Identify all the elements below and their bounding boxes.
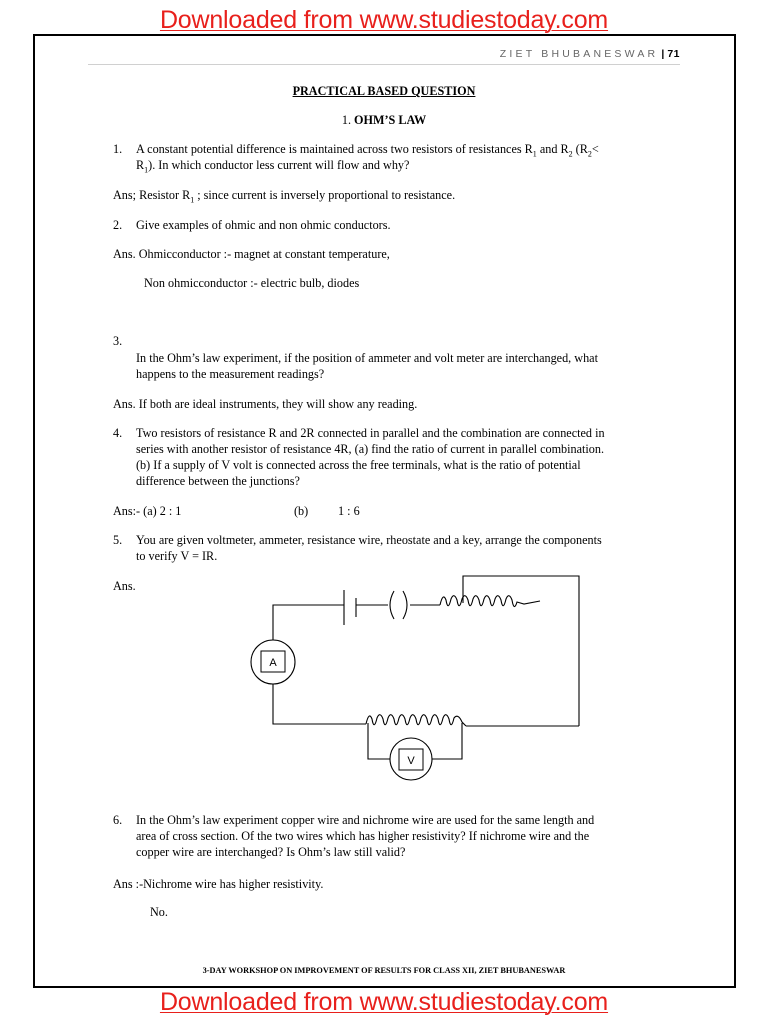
q5-number: 5.: [113, 533, 123, 547]
a4-part-b-value: 1 : 6: [338, 504, 360, 518]
resistance-wire-coil: [366, 715, 466, 726]
subsection-title: [0, 112, 768, 128]
q6-line1: In the Ohm’s law experiment copper wire and nichrome wire are used for the same length and: [136, 813, 595, 827]
q5-line2: to verify V = IR.: [136, 549, 218, 563]
q2-text: Give examples of ohmic and non ohmic conductors.: [136, 218, 391, 232]
subsection-number: 1.: [341, 113, 351, 127]
header-separator: |: [661, 48, 665, 60]
a5-label: Ans.: [113, 579, 136, 593]
q6-line2: area of cross section. Of the two wires which has higher resistivity? If nichrome wire and the: [136, 829, 590, 843]
a2-line2: Non ohmicconductor :- electric bulb, diodes: [144, 276, 360, 290]
q5-line1: You are given voltmeter, ammeter, resistance wire, rheostate and a key, arrange the components: [136, 533, 602, 547]
header-rule: [88, 64, 680, 65]
wire-left-lower: [273, 684, 366, 724]
q1-line2: $R_1$). In which conductor less current will flow and why?: [136, 158, 410, 175]
q6-line3: copper wire are interchanged? Is Ohm’s law still valid?: [136, 845, 406, 859]
key-symbol: [390, 591, 407, 619]
page-header: [500, 48, 680, 60]
rheostat-coil: [440, 596, 540, 607]
a1-answer: Ans; Resistor $R_1$ ; since current is inversely proportional to resistance.: [113, 188, 456, 205]
voltmeter-branch-left: [368, 723, 390, 759]
ohms-law-circuit-diagram: [250, 570, 590, 785]
q1-line1: A constant potential difference is maintained across two resistors of resistances $R_1$ and $R_2$ ($R_2<$: [136, 142, 599, 159]
wire-top-left: [273, 605, 344, 640]
a6-line1: Ans :-Nichrome wire has higher resistivity.: [113, 877, 324, 891]
a6-line2: No.: [150, 905, 168, 919]
q4-line2: series with another resistor of resistance 4R, (a) find the ratio of current in parallel combination.: [136, 442, 605, 456]
rheostat-slider-wire: [463, 576, 579, 726]
ammeter-label: A: [269, 657, 277, 669]
subsection-name: OHM’S LAW: [354, 113, 427, 127]
page-number: 71: [667, 48, 680, 60]
q6-number: 6.: [113, 813, 123, 827]
section-title: PRACTICAL BASED QUESTION: [292, 84, 476, 98]
q4-line1: Two resistors of resistance R and 2R connected in parallel and the combination are connected in: [136, 426, 605, 440]
q4-line4: difference between the junctions?: [136, 474, 300, 488]
q3-line1: In the Ohm’s law experiment, if the position of ammeter and volt meter are interchanged, what: [136, 351, 598, 365]
a3-answer: Ans. If both are ideal instruments, they will show any reading.: [113, 397, 418, 411]
header-org: ZIET BHUBANESWAR: [499, 48, 659, 60]
voltmeter-label: V: [407, 755, 415, 767]
page-footer: 3-DAY WORKSHOP ON IMPROVEMENT OF RESULTS FOR CLASS XII, ZIET BHUBANESWAR: [202, 966, 566, 975]
q1-number: 1.: [113, 142, 123, 156]
q4-number: 4.: [113, 426, 123, 440]
q3-line2: happens to the measurement readings?: [136, 367, 325, 381]
a4-part-b-label: (b): [294, 504, 309, 518]
q2-number: 2.: [113, 218, 123, 232]
a2-line1: Ans. Ohmicconductor :- magnet at constant temperature,: [113, 247, 390, 261]
q3-number: 3.: [113, 334, 123, 348]
voltmeter-branch-right: [432, 723, 462, 759]
a4-part-a: Ans:- (a) 2 : 1: [113, 504, 182, 518]
download-banner-top[interactable]: Downloaded from www.studiestoday.com: [159, 6, 609, 34]
download-banner-bottom[interactable]: Downloaded from www.studiestoday.com: [159, 988, 609, 1016]
q4-line3: (b) If a supply of V volt is connected across the free terminals, what is the ratio of potential: [136, 458, 581, 472]
